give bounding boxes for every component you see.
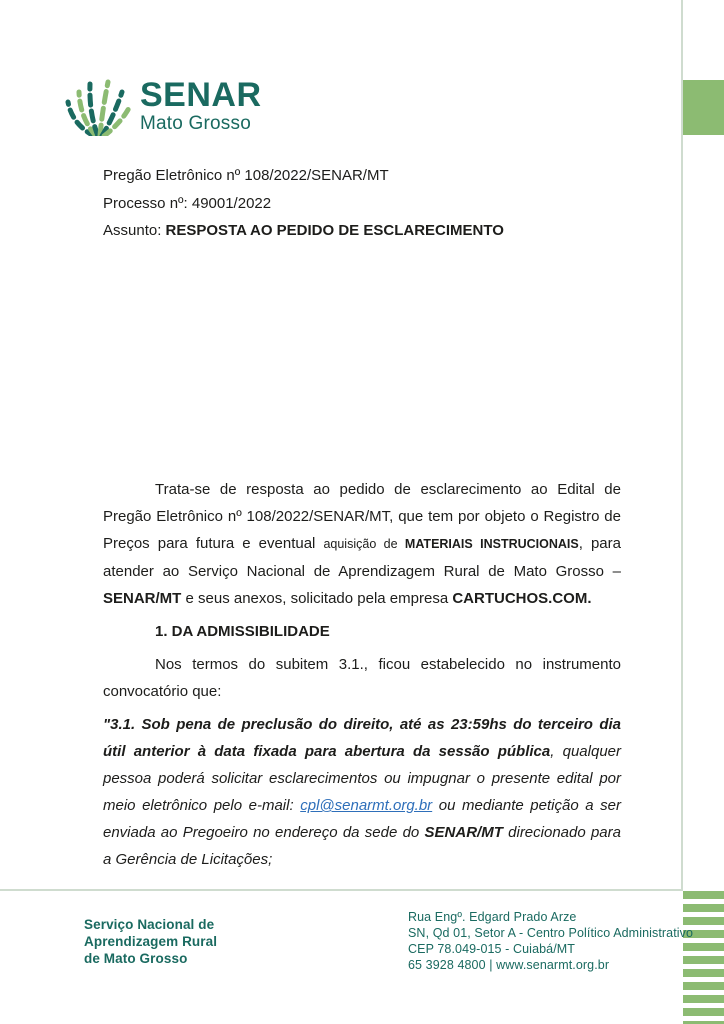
text-run: "3.1. Sob pena de preclusão do direito, até as 23:59hs do terceiro dia útil anterior à data fixada para abertura da sessão pública — [103, 716, 621, 760]
email-link[interactable]: cpl@senarmt.org.br — [300, 797, 433, 814]
text-run: Processo nº: 49001/2022 — [103, 194, 272, 212]
text-run: Assunto: — [103, 222, 166, 239]
header-assunto-line — [103, 217, 623, 245]
text-run: e seus anexos, solicitado pela empresa — [181, 590, 453, 607]
logo-name: SENAR — [140, 76, 262, 114]
text-run: RESPOSTA AO PEDIDO DE ESCLARECIMENTO — [165, 222, 504, 239]
header-processo-line — [103, 190, 623, 218]
text-run: SENAR/MT — [424, 824, 503, 841]
text-run: MATERIAIS INSTRUCIONAIS — [404, 537, 579, 551]
admissibilidade-paragraph — [103, 651, 621, 705]
text-run: ou mediante petição a ser enviada ao Pregoeiro no endereço da sede do — [103, 797, 622, 841]
footer-line: Serviço Nacional de — [84, 917, 215, 932]
footer-address — [408, 909, 693, 973]
text-run: , qualquer pessoa poderá solicitar esclarecimentos ou impugnar o presente edital por meio eletrônico pelo e-mail: — [103, 743, 621, 814]
green-accent-block — [683, 80, 724, 135]
wheat-sheaf-icon — [64, 76, 132, 136]
intro-paragraph — [103, 476, 621, 612]
document-body — [103, 476, 621, 873]
text-run: Trata-se de resposta ao pedido de esclarecimento ao Edital de Pregão Eletrônico nº 108/2022/SENAR/MT, que tem por objeto o Registro de Preços para futura e eventual — [103, 481, 621, 552]
footer-organization — [84, 916, 217, 967]
text-run: Pregão Eletrônico nº 108/2022/SENAR/MT — [103, 167, 389, 184]
footer-line: Aprendizagem Rural — [84, 934, 218, 949]
footer-line: 65 3928 4800 | www.senarmt.org.br — [408, 958, 610, 972]
footer-divider-rule — [0, 889, 682, 891]
footer-line: SN, Qd 01, Setor A - Centro Político Administrativo — [408, 926, 694, 940]
senar-logo — [64, 76, 262, 136]
section-heading-admissibilidade — [103, 618, 621, 645]
text-run: aquisição de — [323, 537, 405, 551]
text-run: CARTUCHOS.COM. — [452, 590, 592, 607]
text-run: direcionado para a Gerência de Licitações; — [103, 824, 621, 868]
footer-line: Rua Engº. Edgard Prado Arze — [408, 910, 577, 924]
edital-quote-paragraph — [103, 711, 621, 873]
text-run: , para atender ao Serviço Nacional de Aprendizagem Rural de Mato Grosso – — [103, 535, 621, 580]
document-header — [103, 162, 623, 245]
header-pregao-line — [103, 162, 623, 190]
footer-line: de Mato Grosso — [84, 951, 188, 966]
text-run: Nos termos do subitem 3.1., ficou estabelecido no instrumento convocatório que: — [103, 656, 621, 700]
footer-line: CEP 78.049-015 - Cuiabá/MT — [408, 942, 576, 956]
text-run: SENAR/MT — [103, 590, 182, 607]
logo-subtitle: Mato Grosso — [140, 113, 251, 134]
logo-text — [140, 78, 262, 133]
text-run: 1. DA ADMISSIBILIDADE — [155, 623, 330, 640]
